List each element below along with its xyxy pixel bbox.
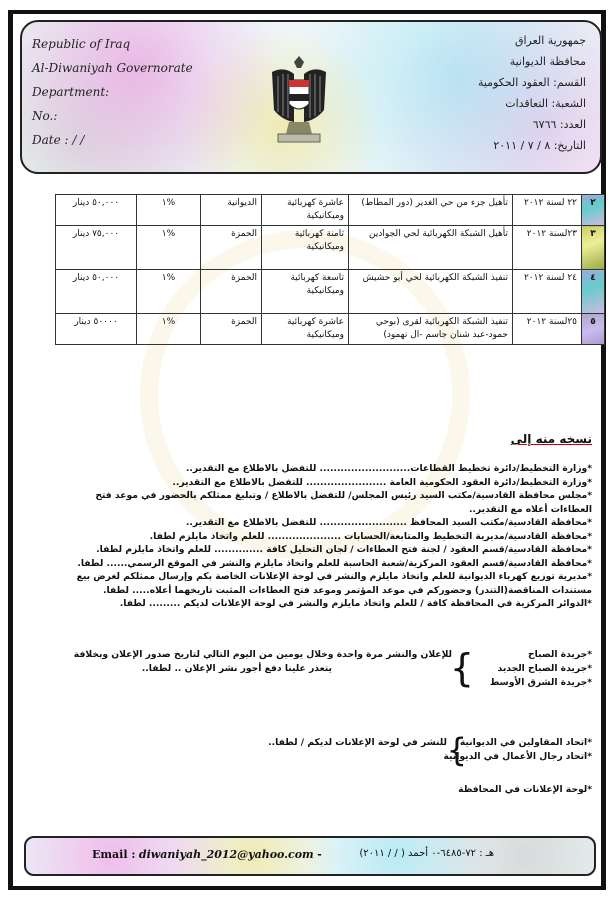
country-ar: جمهورية العراق — [514, 34, 586, 47]
copy-recipient-continued: العطاءات أعلاه مع التقدير.. — [468, 503, 592, 515]
newspaper-item: *جريدة الصباح — [528, 649, 592, 660]
brace-icon: } — [449, 646, 474, 690]
email-label: Email : — [92, 848, 136, 861]
department-ar: القسم: العقود الحكومية — [477, 76, 586, 89]
project-number: ٢٥لسنة ٢٠١٢ — [513, 314, 582, 345]
guarantee-percent: %١ — [137, 195, 201, 226]
footer-arabic: هـ : ٧٢-٦٤٨٥-٠ أحمد ( / / ٢٠١١) — [359, 848, 494, 859]
country-en: Republic of Iraq — [32, 37, 131, 51]
email-address[interactable]: diwaniyah_2012@yahoo.com — [138, 848, 314, 861]
newspapers-list — [490, 648, 592, 690]
contractor-category: تاسعة كهربائية وميكانيكية — [262, 270, 349, 314]
footer-bar — [24, 836, 596, 876]
contractor-category: عاشرة كهربائية وميكانيكية — [262, 195, 349, 226]
union-item: *اتحاد المقاولين في الديوانية — [459, 737, 592, 748]
brace-icon: } — [446, 731, 467, 769]
project-number: ٢٣لسنة ٢٠١٢ — [513, 226, 582, 270]
table-row — [56, 195, 605, 226]
table-row — [56, 226, 605, 270]
project-name: تنفيذ الشبكة الكهربائية لحي أبو حشيش — [349, 270, 513, 314]
project-number: ٢٤ لسنة ٢٠١٢ — [513, 270, 582, 314]
copy-recipient: *محافظة القادسية/قسم العقود المركزية/شعبة الحاسبة للعلم واتخاذ مايلزم والنشر في الموقع الرسمي...... لطفا. — [77, 557, 592, 569]
document-date: التاريخ: ٨ / ٧ / ٢٠١١ — [493, 139, 586, 152]
copy-recipient: *وزارة التخطيط/دائرة العقود الحكومية العامة ....................... للتفضل بالاطلاع مع التقدير.. — [172, 476, 592, 488]
project-location: الديوانية — [201, 195, 262, 226]
document-price: ٥٠,٠٠٠ دينار — [56, 195, 137, 226]
governorate-ar: محافظة الديوانية — [509, 55, 586, 68]
copies-heading: نسخه منه إلى — [510, 432, 592, 446]
contractor-category: عاشرة كهربائية وميكانيكية — [262, 314, 349, 345]
row-index: ٣ — [582, 226, 605, 270]
copy-recipient-continued: مستندات المناقصة(التندر) وحضوركم في موعد المؤتمر وموعد فتح العطاءات المثبت تاريخهما أعلاه..... لطفا. — [102, 584, 592, 596]
newspaper-item: *جريدة الصباح الجديد — [497, 663, 592, 674]
table-row — [56, 270, 605, 314]
document-price: ٧٥,٠٠٠ دينار — [56, 226, 137, 270]
row-index: ٢ — [582, 195, 605, 226]
unions-block — [47, 731, 592, 770]
project-name: تنفيذ الشبكة الكهربائية لقرى (بوحي حمود-عبد شنان جاسم -ال نهمود) — [349, 314, 513, 345]
project-number: ٢٢ لسنة ٢٠١٢ — [513, 195, 582, 226]
project-name: تأهيل جزء من حي الغدير (دور المطاط) — [349, 195, 513, 226]
governorate-en: Al-Diwaniyah Governorate — [32, 61, 193, 75]
contractor-category: ثامنة كهربائية وميكانيكية — [262, 226, 349, 270]
date-label: Date : / / — [32, 133, 85, 147]
copy-recipient: *محافظة القادسية/مديرية التخطيط والمتابعة/الحسابات ..................... للعلم واتخاذ مايلزم لطفا. — [149, 530, 592, 542]
iraq-eagle-emblem-icon — [264, 52, 334, 152]
row-index: ٥ — [582, 314, 605, 345]
copies-list — [47, 462, 592, 611]
unions-note: للنشر في لوحة الإعلانات لديكم / لطفا.. — [268, 737, 447, 748]
department-label: Department: — [32, 85, 110, 99]
copy-recipient: *مجلس محافظة القادسية/مكتب السيد رئيس المجلس/ للتفضل بالاطلاع / وتبليغ ممثلكم بالحضور في موعد فتح — [95, 490, 592, 501]
document-price: ٥٠٠٠٠ دينار — [56, 314, 137, 345]
letterhead-english — [32, 32, 193, 152]
document-number: العدد: ٦٧٦٦ — [532, 118, 586, 131]
number-label: No.: — [32, 109, 58, 123]
letterhead-arabic — [478, 30, 586, 156]
footer-separator: - — [317, 848, 322, 861]
document-price: ٥٠,٠٠٠ دينار — [56, 270, 137, 314]
union-item: *اتحاد رجال الأعمال في الديوانية — [443, 751, 592, 762]
copy-recipient: *محافظة القادسية/مكتب السيد المحافظ ......................... للتفضل بالاطلاع مع التقدير.. — [185, 517, 592, 528]
guarantee-percent: %١ — [137, 270, 201, 314]
copy-recipient: *الدوائر المركزية في المحافظة كافة / للعلم واتخاذ مايلزم والنشر في لوحة الإعلانات لديكم ......... لطفا. — [119, 598, 592, 609]
newspapers-note-line: للإعلان والنشر مرة واحدة وخلال يومين من اليوم التالي لتاريخ صدور الإعلان وبخلافة — [73, 649, 452, 660]
projects-table — [55, 194, 605, 345]
letterhead — [20, 20, 602, 174]
newspaper-item: *جريدة الشرق الأوسط — [489, 677, 592, 688]
notice-board-recipient: *لوحة الإعلانات في المحافظة — [458, 784, 592, 795]
copy-recipient: *مديرية توزيع كهرباء الديوانية للعلم واتخاذ مايلزم والنشر في لوحة الإعلانات الخاصة بكم وإرسال ممثلكم لغرض بيع — [76, 571, 592, 582]
newspapers-note-line: يتعذر علينا دفع أجور نشر الإعلان .. لطفا.. — [141, 663, 332, 674]
copy-recipient: *محافظة القادسية/قسم العقود / لجنة فتح العطاءات / لجان التحليل كافة .............. للعلم واتخاذ مايلزم لطفا. — [96, 544, 592, 555]
guarantee-percent: %١ — [137, 314, 201, 345]
copy-recipient: *وزارة التخطيط/دائرة تخطيط القطاعات.......................... للتفضل بالاطلاع مع التقدير.. — [185, 463, 592, 474]
project-location: الحمزة — [201, 314, 262, 345]
guarantee-percent: %١ — [137, 226, 201, 270]
project-location: الحمزة — [201, 270, 262, 314]
division-ar: الشعبة: التعاقدات — [505, 97, 586, 110]
project-name: تأهيل الشبكة الكهربائية لحي الجوادين — [349, 226, 513, 270]
project-location: الحمزة — [201, 226, 262, 270]
footer-contact — [92, 848, 322, 861]
newspapers-note — [74, 648, 452, 676]
newspapers-block — [47, 648, 592, 698]
table-row — [56, 314, 605, 345]
row-index: ٤ — [582, 270, 605, 314]
